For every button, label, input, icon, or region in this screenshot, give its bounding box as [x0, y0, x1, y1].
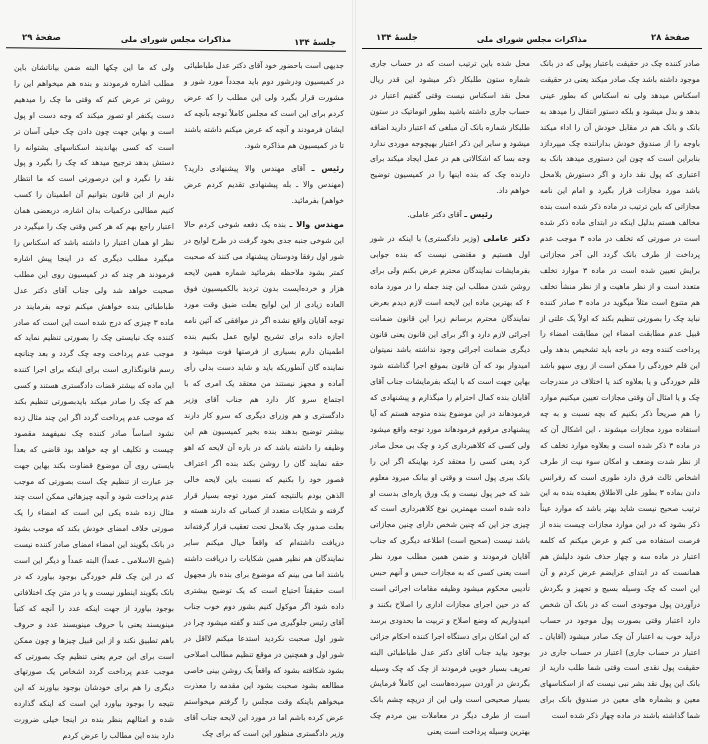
page-title: مذاکرات مجلس شورای ملی — [120, 35, 232, 44]
speech-text: (وزیر دادگستری) با اینکه در شور اول هستیم و مقتضی نیست که بنده جوابی بفرمایشات نمایندگان محترم عرض بکنم ولی برای روشن شدن مطلب این چند جمله را در مورد ماده ۶ که بهترین ماده این لایحه است لازم دیدم بعرض نمایندگان محترم برسانم زیرا این قانون ضمانت اجرائی لازم دارد و اگر برای این قانون یعنی قانون دیگری ضمانت اجرائی وجود نداشته باشد نمیتوان امیدوار بود که آن قانون بموقع اجرا گذاشته شود بهاین جهت است که با اینکه بفرمایشات جناب آقای آقایان بنده کمال احترام را میگذارم و پیشنهادی که فرمودهاند در این موضوع بنده متوجه هستم که آیا پیشنهادی مرقوم فرمودهاند مورد توجه واقع میشود ولی کسی که کلاهبرداری کرد و چک بی محل صادر کرد یعنی کسی را معتقد کرد بهاینکه اگر این را بانک ببری پول است و وقتی او ببانک میرود معلوم شد که خیر پول نیست و یک ورق پاره‌ای بدست او داده شده است مهمترین نوع کلاهبرداری است که چیزی جز این که چنین شخص دارای چنین مجازاتی باشد نیست (صحیح است) اطلاعه دیگری که جناب آقایان فرمودند و ضمن همین مطلب مورد نظر است یعنی کسی که به مجازات حبس و آنهم حبس تأدیبی محکوم میشود وظیفه مقامات اجرائی است که در حین اجرای مجازات اداری را اصلاح بکنند و امیدواریم که وضع اصلاح و تربیت ما بحدودی برسد که این امکان برای دستگاه اجرا کننده احکام جزائی بوجود بیاید جناب آقای دکتر عدل طباطبائی البته تعریف بسیار خوبی فرمودند از چک که چک وسیله بگردش در آوردن سپرده‌هاست این کاملاً فرمایش بسیار صحیحی است ولی این از دریچه چشم بانک است از طرف دیگر در معاملات بین مردم چک بهترین وسیله پرداخت است یعنی — [370, 234, 530, 737]
paragraph — [184, 161, 344, 209]
speech-text: آقای دکتر عاملی. — [407, 210, 462, 220]
text-column-right — [184, 58, 344, 742]
speaker-name: رئیس ـ — [464, 209, 493, 220]
paragraph: صادر کننده چک در حقیقت باعتبار پولی که در بانک موجود داشته باشد چک صادر میکند یعنی در حقیقت اسکناس میدهد ولی نه اسکناس که بطور عینی بدهد و بدل میشود و بلکه دستور انتقال را میدهد به بانک و بانک هم در مقابل خودش آن را اداء میکند باوجه را از صندوق خودش بداراننده چک میپردازد بنابراین است که چون این دستوری میدهد بانک به اعتباری که پول نقد دارد و اگر دستورش بلامحل باشد مورد مجازات قرار بگیرد و امام این نامه مجازاتی که باین ترتیب در ماده ذکر شده است بنده مخالف هستم بدلیل اینکه در ابتدای ماده ذکر شده است در صورتی که تخلف در ماده ۳ موجب عدم پرداخت از طرف بانک گردد الی آخر مجازاتی برایش تعیین شده است در ماده ۳ موارد تخلف متعدد است و از نظر ماهیت و از نظر منشأ تخلف هم متنوع است مثلاً میگوید در ماده ۳ صادر کننده نباید چک را بصورتی تنظیم بکند که اولاً یک علتی از قبیل عدم مطابقت امضاء این مطابقت امضاء را پرداخت کننده وجه در باجه باید تشخیص بدهد ولی این قلم خوردگی را ممکن است از روی سهو باشد قلم خوردگی و یا بعلاوه کند یا اختلاف در مندرجات چک و یا امثال آن وقتی مجازات تعیین میکنیم موارد را هم صریحاً ذکر بکنیم که بچه نسبت و به چه استفاده مورد مجازات میشوند ، این اشکال آن که در ماده ۳ ذکر شده است و بعلاوه موارد تخلف که از نظر شدت وضعف و امکان سوء نیت از طرف اشخاص ثالث فرق دارد طوری است که رفرانس دادن بماده ۳ بطور علی الاطلاق بعقیده بنده به این ترتیب صحیح نیست شاید بهتر باشد که موارد عیناً ذکر بشود که در این موارد مجازات چیست بنده از فرصت استفاده می کنم و عرض میکنم که کلمه اعتبار در ماده سه و چهار حذف شود دلیلش هم همانست که در ابتدای عرایضم عرض کردم و آن این است که چک وسیله بسیج و تجهیز و بگردش درآوردن پول موجودی است که در بانک آن شخص دارد اعتبار وقتی بصورت پول موجود در حساب درآید خوب به اعتبار آن چک صادر میشود (آقایان ـ اعتبار در حساب جاری) اعتبار در حساب جاری در حقیقت پول نقدی است وقتی شما طلب دارید از بانک این پول نقد بشر نبی نیست که از اسکناسهای معین و بشماره های معین در صندوق بانک برای شما گذاشته باشند در ماده چهار ذکر شده است — [539, 59, 700, 721]
paragraph: ولی که ما این چکها البته ضمن بیاناتشان باین مطلب اشاره فرمودند و بنده هم میخواهم این را روشن تر عرض کنم که وقتی ما چک را میدهیم دست یکنفر او تصور میکند که وجه دست او پول است و بهاین جهت چون دادن چک خیلی آسان تر است که کسی بهاندیند اسکناسهای بشتوانه را دستش بدهد ترجیح میدهد که چک را بگیرد و پول نقد را نگیرد و این درصورتی است که ما انتظار داریم از این قانون بتوانیم آن اطمینان را کسب کنیم مطالبی درکمیات بدان اشاره، دربعضی همان اعتبار راجع بهم که هر کس وقتی چک را میگیرد در نظر او همان اعتبار را داشته باشد که اسکناس را میگیرد مطلب دیگری که در اینجا پیش اشاره فرمودند هر چند که در کمیسیون روی این مطلب صحبت خواهد شد ولی جناب آقای دکتر عدل طباطبائی بنده خواهش میکنم توجه بفرمایند در ماده ۳ چیزی که درج شده است این است که صادر کننده چک نبایستی چک را بصورتی تنظیم نماید که موجب عدم پرداخت وجه چک گردد و بعد چنانچه رسم قانونگذاری است برای اینکه برای اجرا کننده این ماده که بیشتر قضات دادگستری هستند و کسی هم که چک را صادر میکند بایدبصورتی تنظیم بکند که موجب عدم پرداخت گردد اگر این چند مثال زده نشود اساساً صادر کننده چک نمیفهمد مقصود چیست و تکلیف او چه خواهد بود قاضی که بعداً بایستی روی آن موضوع قضاوت بکند بهاین جهت جز عبارت از تنظیم چک است بصورتی که موجب عدم پرداخت شود و آنچه چیزهائی ممکن است چند مثال زده شده یکی این است که امضاء را یک صورتی خلاف امضای خودش بکند که موجب بشود در بانک بگویند این امضاء امضای صادر کننده نیست (شیخ الاسلامی ـ عمداً) البته عمداً و دیگر این است که در این چک قلم خوردگی بوجود بیاورد که در بانک بگویند اینطور نیست و یا در متن چک اختلافاتی بوجود بیاورد از جهت اینکه عدد را آنچه که کتباً مینویسند یعنی با حروف مینویسند عدد و حروف باهم تطبیق نکند و از این قبیل چیزها و چون ممکن است برای این جرم یعنی تنظیم چک بصورتی که موجب عدم پرداخت گردد اشخاص یک صورتهای دیگری را هم برای خودشان بوجود بیاورند که این نتیجه را بوجود بیاورد این است که اینکه گذارده شده و امثالهم بنظر بنده در اینجا خیلی ضرورت دارد بنده این مطالب را عرض کردم — [14, 63, 175, 741]
paragraph: جدیهی است باحضور خود آقای دکتر عدل طباطبائی در کمیسیون ودرشور دوم باید مجدداً مورد شور و مشورت قرار بگیرد ولی این مطلب را که عرض کردم برای این است که مجلس کاملاً توجه بآنچه که ایشان فرمودند و آنچه که عرض میکنم داشته باشند تا در کمیسیون هم مذاکره شود. — [184, 61, 344, 150]
paragraph — [370, 207, 530, 223]
page-number: صفحهٔ ۲۹ — [22, 33, 61, 43]
page-number: صفحهٔ ۲۸ — [651, 33, 690, 43]
paragraph — [370, 231, 530, 740]
left-page — [0, 0, 352, 741]
text-column-left — [370, 56, 530, 740]
speaker-name: رئیس ـ — [311, 163, 345, 174]
page-header — [10, 33, 342, 49]
speaker-name: مهندس والا ـ — [289, 219, 344, 230]
speech-text: آقای مهندس والا پیشنهادی دارید؟ (مهندس والا ـ بله پیشنهادی تقدیم کردم عرض خواهم) بفرمائید. — [184, 164, 344, 206]
paragraph — [184, 217, 344, 742]
session-number: جلسهٔ ۱۳۴ — [294, 38, 336, 48]
speech-text: بنده یک دفعه شوخی کردم حالا این شوخی جنبه جدی بخود گرفت در طرح لوایح در شور اول رفقا ودوستان پیشنهاد می کنند که صحبت کمتر بشود ملاحظه بفرمائید شماره همین لایحه هزار و خرده‌ایست بدون تردید بالکمیسیون فوق العاده زیادی از این لوایح بعلت ضیق وقت مورد توجه آقایان واقع نشده اگر در موافقی که آئین نامه اجازه داده برای تشریح لوایح عمل بکنیم بنده اطمینان دارم بسیاری از فرصتها فوت میشود و نماینده گان آنطوریکه باید و شاید دست بدلی رأی آماده و مجهز نیستند من معتقد یک امری که با اجتماع سرو کار دارد هم جناب آقای وزیر دادگستری و هم وزرای دیگری که سرو کار دارند بیشتر توضیح بدهند بنده بخیر کمیسیون هم این وظیفه را داشته باشد که در باره آن لایحه که اهو حقه نمایند گان را روشن بکند بنده اگر اعتراف قصور خود را بکنیم که نسبت باین لایحه خالی الذهن بودم بالنتیجه کمتر مورد توجه بسیار قرار گرفته و شکایات متعدد از کسانی که دارند هسته و بعلت صدور چک بلامحل تحت تعقیب قرار گرفته‌اند دریافت داشته‌ام که واقعاً خیال میکنم سایر نمایندگان هم نظیر همین شکایات را دریافت داشته باشند اما می بینم که موضوع برای بنده باز مجهول است حقیقتاً احتیاج است که یک توضیح بیشتری داده شود اگر موکول کنیم بشور دوم خوب جناب آقای رئیس جلوگیری می کنند و گفته میشود چرا در شور اول صحبت نکردید استدعا میکنم لااقل در شور اول و همچنین در موقع تنظیم مطالب اصلاحی بشود شکافته بشود که واقعاً یک روشن بینی خاصی مطالعه بشود صحبت بشود این مقدمه را معذرت میخواهم باینکه وقت مجلس را گرفتم میخواستم عرض کرده باشم اما در مورد این لایحه جناب آقای وزیر دادگستری منظور این است که برای چک — [184, 220, 344, 739]
right-page — [356, 0, 708, 737]
session-number: جلسهٔ ۱۳۴ — [376, 33, 418, 43]
page-header — [366, 33, 698, 49]
page-title: مذاکرات مجلس شورای ملی — [476, 35, 588, 44]
speaker-name: دکتر عاملی — [483, 233, 530, 244]
text-column-right — [540, 56, 700, 724]
text-column-left — [14, 60, 174, 744]
header-rule — [362, 48, 702, 49]
paragraph: محل شده باین ترتیب است که در حساب جاری شماره ستون طلبکار ذکر میشود این قدر ریال محل نقد اسکناس نیست وقتی گفتیم اعتبار در حساب جاری داشته باشید بطور اتوماتیک در ستون طلبکار شماره بانک آن مبلغی که اعتبار دارید اضافه میشود و ساير این ذکر اعتبار بهیچوجه موردی ندارد وجه بسا که اشکالاتی هم در عمل ایجاد میکند برای دارنده چک که بنده اینها را در کمیسیون توضیح خواهم داد. — [370, 59, 530, 196]
